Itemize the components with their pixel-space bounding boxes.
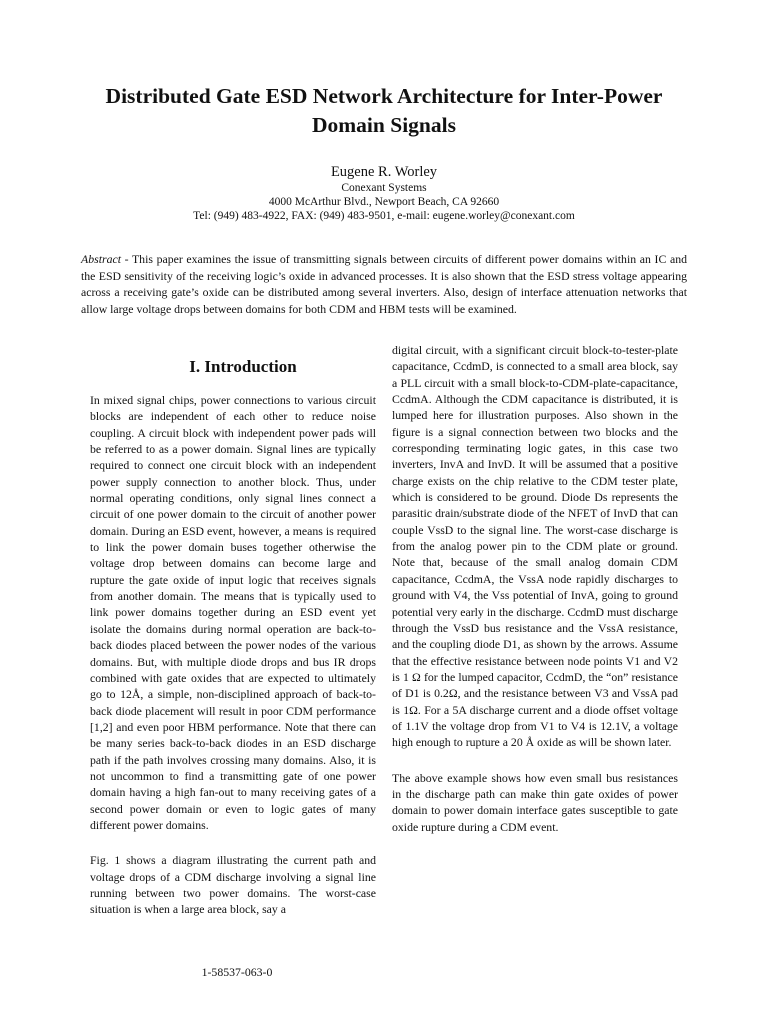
paragraph: In mixed signal chips, power connections to various circuit blocks are independent of each other to reduce noise coupling. A circuit block with independent power pads will be referred to as a power domain. Signal lines are typically required to connect one circuit block with an independent power supply connection to another block. Thus, under normal operating conditions, only signal lines connect a circuit of one power domain to the circuit of another power domain. During an ESD event, however, a means is required to link the power domain buses together otherwise the voltage drop between domains can become large and rupture the gate oxide of input logic that receives signals from another domain. The means that is typically used to link power domains together during an ESD event yet isolate the domains during normal operation are back-to-back diodes placed between the power nodes of the various domains. But, with multiple diode drops and bus IR drops combined with gate oxides that are expected to ultimately go to 12Å, a simple, non-disciplined approach of back-to-back diode placement will result in poor CDM performance [1,2] and even poor HBM performance. Note that there can be many series back-to-back diodes in an ESD discharge path if the path involves crossing many domains. Also, it is not uncommon to find a transmitting gate of one power domain having a high fan-out to many receiving gates of a second power domain or even to logic gates of many different power domains. bbox=[90, 393, 376, 832]
author-address: 4000 McArthur Blvd., Newport Beach, CA 92660 bbox=[268, 196, 500, 208]
left-column bbox=[90, 392, 376, 918]
abstract-label: Abstract bbox=[81, 252, 121, 266]
paragraph: digital circuit, with a significant circuit block-to-tester-plate capacitance, CcdmD, is connected to a small area block, say a PLL circuit with a small block-to-CDM-plate-capacitance, CcdmA. Although the CDM capacitance is distributed, it is lumped here for illustration purposes. Also shown in the figure is a signal connection between two blocks and the corresponding terminating logic gates, in this case two inverters, InvA and InvD. It will be assumed that a positive charge exists on the chip relative to the CDM tester plate, which is considered to be ground. Diode Ds represents the parasitic drain/substrate diode of the NFET of InvD that can couple VssD to the signal line. The worst-case discharge is from the analog power pin to the CDM plate or ground. Note that, because of the small analog domain CDM capacitance, CcdmA, the VssA node rapidly discharges to ground with V4, the Vss potential of InvA, going to ground potential very early in the discharge. CcdmD must discharge through the VssD bus resistance and the VssA resistance, and the coupling diode D1, as shown by the arrows. Assume that the effective resistance between node points V1 and V2 is 1 Ω for the lumped capacitor, CcdmD, the “on” resistance of D1 is 0.2Ω, and the resistance between V3 and VssA pad is 1Ω. For a 5A discharge current and a diode offset voltage of 1.1V the voltage drop from V1 to V4 is 12.1V, a voltage high enough to rupture a 20 Å oxide as will be shown later. bbox=[392, 343, 678, 750]
abstract-text: - This paper examines the issue of transmitting signals between circuits of different power domains within an IC and the ESD sensitivity of the receiving logic’s oxide in advanced processes. It is also shown that the ESD stress voltage appearing across a receiving gate’s oxide can be distributed among several inverters. Also, design of interface attenuation networks that allow large voltage drops between domains for both CDM and HBM tests will be examined. bbox=[81, 252, 687, 316]
author-affiliation: Conexant Systems bbox=[341, 182, 427, 194]
right-column bbox=[392, 342, 678, 835]
paragraph: Fig. 1 shows a diagram illustrating the current path and voltage drops of a CDM discharge involving a signal line running between two power domains. The worst-case situation is when a large area block, say a bbox=[90, 853, 376, 917]
paper-title: Distributed Gate ESD Network Architecture for Inter-Power Domain Signals bbox=[105, 84, 663, 137]
section-heading: I. Introduction bbox=[189, 357, 297, 376]
abstract bbox=[81, 251, 687, 317]
paragraph: The above example shows how even small bus resistances in the discharge path can make thin gate oxides of power domain to power domain interface gates susceptible to gate oxide rupture during a CDM event. bbox=[392, 770, 678, 834]
author-contact: Tel: (949) 483-4922, FAX: (949) 483-9501, e-mail: eugene.worley@conexant.com bbox=[193, 210, 575, 222]
page-footer-id: 1-58537-063-0 bbox=[201, 965, 273, 979]
author-name: Eugene R. Worley bbox=[330, 164, 438, 180]
